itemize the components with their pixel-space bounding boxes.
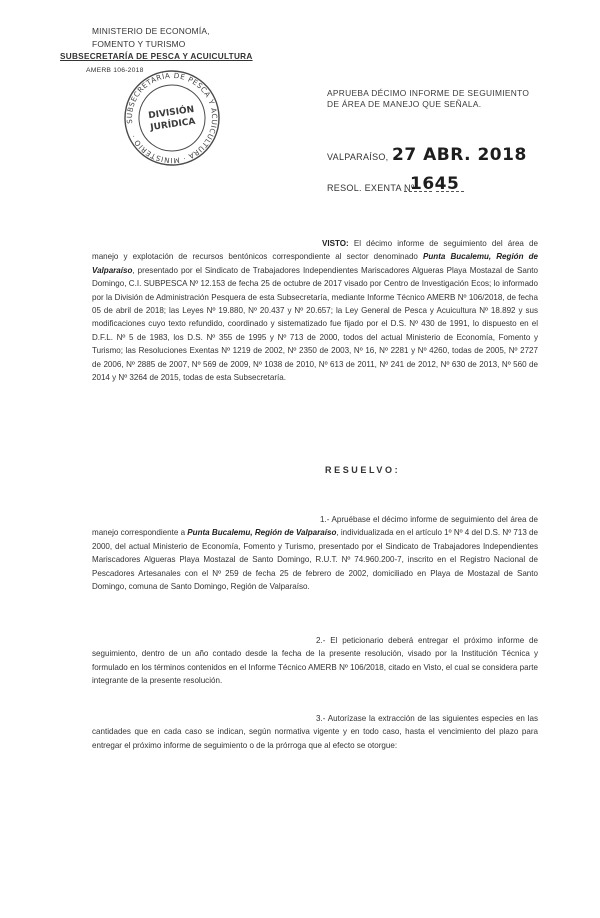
visto-place: Punta Bucalemu, Región de Valparaíso <box>92 252 538 275</box>
item-1-place: Punta Bucalemu, Región de Valparaíso <box>187 528 337 538</box>
item-2-paragraph: 2.- El peticionario deberá entregar el próximo informe de seguimiento, dentro de un año contado desde la fecha de la presente resolución, visado por la Institución Técnica y formulado en los términos contenidos en el Informe Técnico AMERB Nº 106/2018, citado en Visto, el cual se considera parte integrante de la presente resolución. <box>92 636 538 686</box>
item-1-text-a: 1.- Apruébase el décimo informe de seguimiento del área de manejo correspondiente a <box>92 515 538 538</box>
item-1-paragraph <box>92 513 538 593</box>
visto-text-b: , presentado por el Sindicato de Trabajadores Independientes Mariscadores Algueras Playa Mostazal de Santo Domingo, C.I. SUBPESCA Nº 12.153 de fecha 25 de octubre de 2017 visado por Centro de Investigación Ecos; lo informado por la División de Administración Pesquera de esta Subsecretaría, mediante Informe Técnico AMERB Nº 106/2018, de fecha 05 de abril de 2018; las Leyes Nº 19.880, Nº 20.437 y Nº 20.657; la Ley General de Pesca y Acuicultura Nº 18.892 y sus modificaciones cuyo texto refundido, coordinado y sistematizado fue fijado por el D.S. Nº 430 de 1991, lo dispuesto en el D.F.L. Nº 5 de 1983, los D.S. Nº 355 de 1995 y Nº 713 de 2000, todos del actual Ministerio de Economía, Fomento y Turismo; las Resoluciones Exentas Nº 1219 de 2002, Nº 2350 de 2003, Nº 16, Nº 2281 y Nº 4260, todas de 2005, Nº 2727 de 2006, Nº 2885 de 2007, Nº 569 de 2009, Nº 1038 de 2010, Nº 613 de 2011, Nº 241 de 2012, Nº 630 de 2013, Nº 560 de 2014 y Nº 3264 de 2015, todas de esta Subsecretaría. <box>92 265 538 383</box>
visto-section <box>92 237 538 384</box>
date-place: VALPARAÍSO, <box>327 152 389 162</box>
subsecretaria-heading: SUBSECRETARÍA DE PESCA Y ACUICULTURA <box>60 52 253 61</box>
date-stamp-value: 27 ABR. 2018 <box>392 145 527 165</box>
resolution-label: RESOL. EXENTA Nº <box>327 183 415 193</box>
item-1-text-b: , individualizada en el artículo 1º Nº 4 del D.S. Nº 713 de 2000, del actual Ministerio de Economía, Fomento y Turismo, presentado por el Sindicato de Trabajadores Independientes Mariscadores Algueras Playa Mostazal de Santo Domingo, R.U.T. Nº 74.960.200-7, inscrito en el Registro Nacional de Pescadores Artesanales con el Nº 259 de fecha 25 de febrero de 2002, domiciliado en Playa de Mostazal de Santo Domingo, comuna de Santo Domingo, Región de Valparaíso. <box>92 528 538 592</box>
visto-paragraph <box>92 237 538 384</box>
item-1-section <box>92 513 538 593</box>
item-3-section <box>92 712 538 752</box>
resolution-number: 1645 <box>410 174 460 194</box>
stamp-ring-text: SUBSECRETARÍA DE PESCA Y ACUICULTURA · MINISTERIO · <box>124 70 220 166</box>
subject-line-1: APRUEBA DÉCIMO INFORME DE SEGUIMIENTO <box>327 88 530 98</box>
item-3-paragraph: 3.- Autorízase la extracción de las siguientes especies en las cantidades que en cada caso se indican, según normativa vigente y en todo caso, hasta el vencimiento del plazo para entregar el próximo informe de seguimiento o de la prórroga que al efecto se otorgue: <box>92 714 538 750</box>
reference-code: AMERB 106-2018 <box>86 67 144 74</box>
ministry-line-2: FOMENTO Y TURISMO <box>92 39 186 49</box>
resuelvo-heading: RESUELVO: <box>325 465 401 475</box>
ministry-line-1: MINISTERIO DE ECONOMÍA, <box>92 26 210 36</box>
visto-label: VISTO: <box>322 239 349 248</box>
item-2-section <box>92 634 538 688</box>
division-juridica-stamp <box>116 62 229 175</box>
stamp-center-line-2: JURÍDICA <box>149 116 197 134</box>
stamp-center-line-1: DIVISIÓN <box>147 104 195 122</box>
stamp-seal <box>116 62 229 175</box>
subject-line-2: DE ÁREA DE MANEJO QUE SEÑALA. <box>327 99 482 109</box>
visto-text-a: El décimo informe de seguimiento del área de manejo y explotación de recursos bentónicos correspondiente al sector denominado <box>92 239 538 262</box>
